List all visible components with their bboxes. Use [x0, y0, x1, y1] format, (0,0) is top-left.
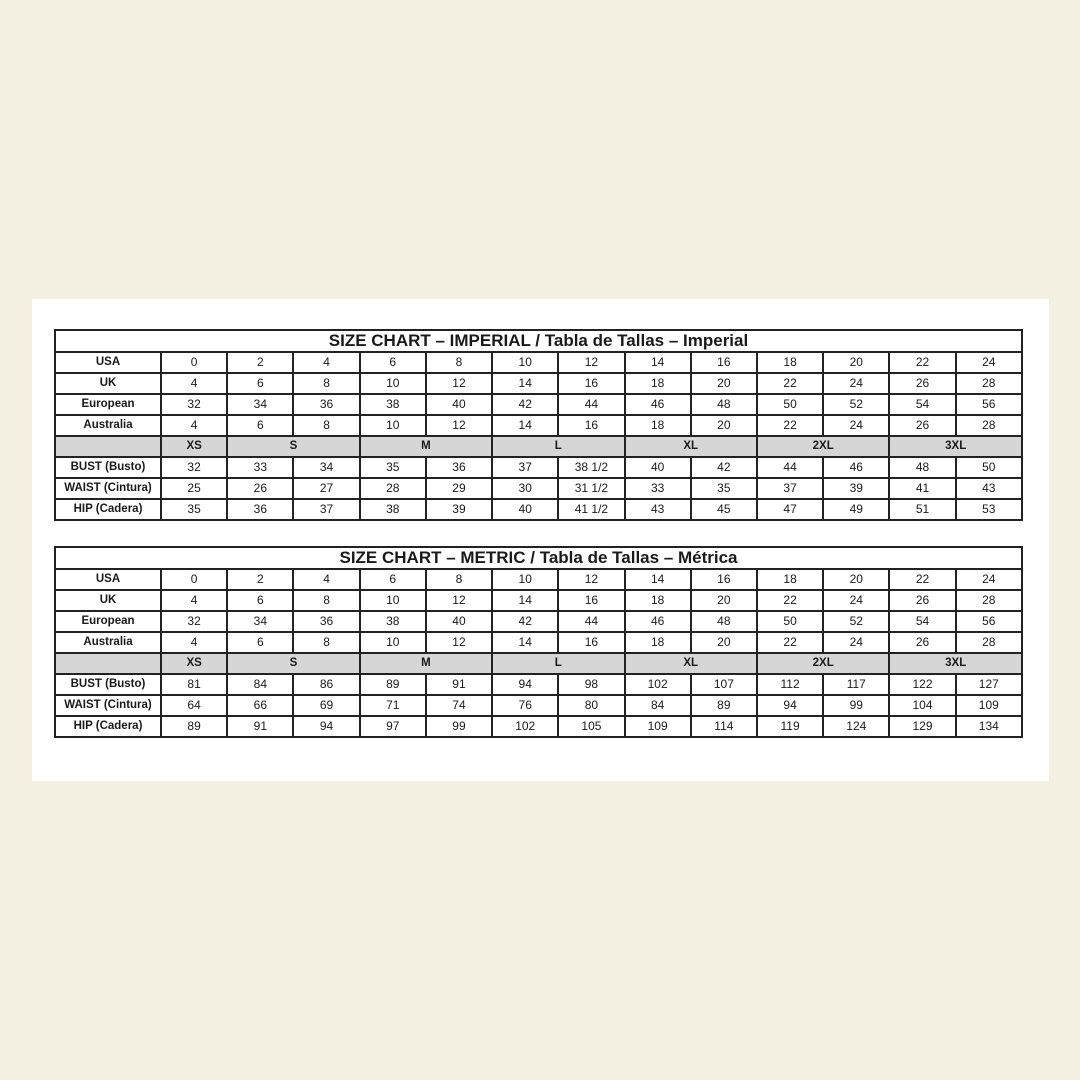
table-cell: 16: [558, 373, 624, 394]
row-label: European: [55, 394, 161, 415]
row-label: UK: [55, 590, 161, 611]
table-cell: 36: [227, 499, 293, 520]
table-cell: 50: [757, 611, 823, 632]
table-cell: 50: [757, 394, 823, 415]
size-system-row: [55, 611, 1022, 632]
table-cell: 20: [823, 352, 889, 373]
table-cell: 22: [757, 632, 823, 653]
table-cell: 14: [492, 415, 558, 436]
table-cell: 89: [161, 716, 227, 737]
table-cell: 28: [360, 478, 426, 499]
table-cell: 43: [956, 478, 1022, 499]
table-cell: 40: [625, 457, 691, 478]
table-cell: 20: [691, 632, 757, 653]
table-cell: 51: [889, 499, 955, 520]
table-cell: 56: [956, 394, 1022, 415]
table-cell: 94: [492, 674, 558, 695]
table-cell: 37: [293, 499, 359, 520]
table-cell: 74: [426, 695, 492, 716]
imperial-size-chart: [54, 329, 1023, 521]
measurement-row: [55, 674, 1022, 695]
table-cell: 10: [360, 632, 426, 653]
table-cell: 35: [691, 478, 757, 499]
letter-size-cell: L: [492, 436, 624, 457]
table-cell: 105: [558, 716, 624, 737]
chart-title-row: [55, 547, 1022, 569]
table-cell: 37: [492, 457, 558, 478]
row-label: BUST (Busto): [55, 457, 161, 478]
table-cell: 34: [227, 394, 293, 415]
table-cell: 45: [691, 499, 757, 520]
row-label: Australia: [55, 415, 161, 436]
table-cell: 22: [757, 415, 823, 436]
table-cell: 32: [161, 611, 227, 632]
letter-size-cell: 3XL: [889, 653, 1022, 674]
table-cell: 8: [293, 373, 359, 394]
table-cell: 4: [161, 632, 227, 653]
table-cell: 33: [227, 457, 293, 478]
table-cell: 8: [293, 632, 359, 653]
table-cell: 40: [492, 499, 558, 520]
size-system-row: [55, 394, 1022, 415]
table-cell: 30: [492, 478, 558, 499]
row-label: BUST (Busto): [55, 674, 161, 695]
table-cell: 28: [956, 415, 1022, 436]
table-cell: 16: [691, 352, 757, 373]
table-cell: 109: [956, 695, 1022, 716]
table-cell: 98: [558, 674, 624, 695]
table-cell: 38: [360, 611, 426, 632]
table-cell: 22: [757, 373, 823, 394]
row-label: WAIST (Cintura): [55, 695, 161, 716]
table-cell: 0: [161, 352, 227, 373]
table-cell: 40: [426, 611, 492, 632]
table-cell: 20: [691, 373, 757, 394]
table-cell: 89: [691, 695, 757, 716]
table-cell: 32: [161, 394, 227, 415]
table-cell: 25: [161, 478, 227, 499]
table-cell: 4: [161, 415, 227, 436]
letter-size-cell: 2XL: [757, 653, 889, 674]
metric-size-chart: [54, 546, 1023, 738]
chart-title: SIZE CHART – METRIC / Tabla de Tallas – Métrica: [55, 547, 1022, 569]
table-cell: 134: [956, 716, 1022, 737]
table-cell: 18: [625, 415, 691, 436]
table-cell: 14: [492, 373, 558, 394]
size-system-row: [55, 590, 1022, 611]
letter-size-row: [55, 653, 1022, 674]
table-cell: 14: [625, 352, 691, 373]
table-cell: 117: [823, 674, 889, 695]
measurement-row: [55, 716, 1022, 737]
table-cell: 6: [227, 632, 293, 653]
table-cell: 27: [293, 478, 359, 499]
table-cell: 12: [558, 569, 624, 590]
table-cell: 34: [293, 457, 359, 478]
table-cell: 22: [757, 590, 823, 611]
letter-size-label-blank: [55, 653, 161, 674]
table-cell: 14: [625, 569, 691, 590]
table-cell: 112: [757, 674, 823, 695]
letter-size-cell: XL: [625, 436, 757, 457]
table-cell: 29: [426, 478, 492, 499]
table-cell: 28: [956, 632, 1022, 653]
table-cell: 64: [161, 695, 227, 716]
row-label: HIP (Cadera): [55, 499, 161, 520]
table-cell: 46: [823, 457, 889, 478]
table-cell: 6: [227, 590, 293, 611]
table-cell: 91: [227, 716, 293, 737]
table-cell: 4: [161, 373, 227, 394]
table-cell: 81: [161, 674, 227, 695]
table-cell: 8: [426, 352, 492, 373]
size-system-row: [55, 415, 1022, 436]
table-cell: 0: [161, 569, 227, 590]
table-cell: 80: [558, 695, 624, 716]
table-cell: 56: [956, 611, 1022, 632]
table-cell: 4: [161, 590, 227, 611]
table-cell: 12: [426, 590, 492, 611]
table-cell: 24: [823, 590, 889, 611]
table-cell: 46: [625, 611, 691, 632]
letter-size-cell: XS: [161, 436, 227, 457]
table-cell: 94: [757, 695, 823, 716]
table-cell: 16: [691, 569, 757, 590]
table-cell: 49: [823, 499, 889, 520]
table-cell: 31 1/2: [558, 478, 624, 499]
table-cell: 4: [293, 352, 359, 373]
table-cell: 8: [293, 415, 359, 436]
table-cell: 28: [956, 373, 1022, 394]
table-cell: 39: [823, 478, 889, 499]
table-cell: 16: [558, 632, 624, 653]
table-cell: 18: [625, 590, 691, 611]
table-cell: 18: [625, 632, 691, 653]
table-cell: 109: [625, 716, 691, 737]
table-cell: 44: [558, 611, 624, 632]
letter-size-cell: M: [360, 436, 492, 457]
table-cell: 36: [293, 394, 359, 415]
table-cell: 12: [558, 352, 624, 373]
table-cell: 36: [293, 611, 359, 632]
table-cell: 2: [227, 352, 293, 373]
letter-size-cell: M: [360, 653, 492, 674]
table-cell: 24: [956, 352, 1022, 373]
table-cell: 42: [492, 611, 558, 632]
table-cell: 43: [625, 499, 691, 520]
table-cell: 52: [823, 394, 889, 415]
letter-size-cell: XL: [625, 653, 757, 674]
table-cell: 26: [889, 373, 955, 394]
table-cell: 104: [889, 695, 955, 716]
table-cell: 99: [426, 716, 492, 737]
size-system-row: [55, 569, 1022, 590]
table-cell: 10: [492, 352, 558, 373]
table-cell: 36: [426, 457, 492, 478]
table-cell: 10: [360, 415, 426, 436]
table-cell: 129: [889, 716, 955, 737]
letter-size-cell: S: [227, 436, 359, 457]
row-label: USA: [55, 569, 161, 590]
table-cell: 12: [426, 415, 492, 436]
table-cell: 76: [492, 695, 558, 716]
measurement-row: [55, 478, 1022, 499]
table-cell: 39: [426, 499, 492, 520]
table-cell: 26: [889, 632, 955, 653]
table-cell: 2: [227, 569, 293, 590]
row-label: Australia: [55, 632, 161, 653]
table-cell: 66: [227, 695, 293, 716]
table-cell: 14: [492, 590, 558, 611]
table-cell: 38 1/2: [558, 457, 624, 478]
table-cell: 119: [757, 716, 823, 737]
table-cell: 52: [823, 611, 889, 632]
table-cell: 41 1/2: [558, 499, 624, 520]
table-cell: 6: [360, 569, 426, 590]
table-cell: 18: [757, 569, 823, 590]
table-cell: 47: [757, 499, 823, 520]
table-cell: 28: [956, 590, 1022, 611]
table-cell: 91: [426, 674, 492, 695]
table-cell: 24: [956, 569, 1022, 590]
table-cell: 20: [691, 415, 757, 436]
table-cell: 102: [492, 716, 558, 737]
row-label: WAIST (Cintura): [55, 478, 161, 499]
table-cell: 71: [360, 695, 426, 716]
table-cell: 54: [889, 394, 955, 415]
letter-size-cell: XS: [161, 653, 227, 674]
table-cell: 86: [293, 674, 359, 695]
letter-size-cell: 3XL: [889, 436, 1022, 457]
table-cell: 16: [558, 415, 624, 436]
table-cell: 94: [293, 716, 359, 737]
table-cell: 127: [956, 674, 1022, 695]
size-system-row: [55, 373, 1022, 394]
table-cell: 97: [360, 716, 426, 737]
table-cell: 99: [823, 695, 889, 716]
table-cell: 20: [823, 569, 889, 590]
table-cell: 8: [426, 569, 492, 590]
table-cell: 12: [426, 373, 492, 394]
table-cell: 107: [691, 674, 757, 695]
table-cell: 114: [691, 716, 757, 737]
table-cell: 18: [757, 352, 823, 373]
table-cell: 42: [691, 457, 757, 478]
table-cell: 10: [360, 373, 426, 394]
table-cell: 22: [889, 352, 955, 373]
measurement-row: [55, 457, 1022, 478]
table-cell: 20: [691, 590, 757, 611]
table-cell: 48: [691, 394, 757, 415]
table-cell: 33: [625, 478, 691, 499]
table-cell: 50: [956, 457, 1022, 478]
table-cell: 44: [558, 394, 624, 415]
table-cell: 122: [889, 674, 955, 695]
table-cell: 26: [889, 590, 955, 611]
size-system-row: [55, 632, 1022, 653]
table-cell: 26: [889, 415, 955, 436]
table-cell: 10: [492, 569, 558, 590]
table-cell: 14: [492, 632, 558, 653]
letter-size-cell: L: [492, 653, 624, 674]
letter-size-label-blank: [55, 436, 161, 457]
table-cell: 35: [360, 457, 426, 478]
table-cell: 24: [823, 632, 889, 653]
measurement-row: [55, 695, 1022, 716]
table-cell: 6: [360, 352, 426, 373]
table-cell: 18: [625, 373, 691, 394]
table-cell: 48: [889, 457, 955, 478]
table-cell: 69: [293, 695, 359, 716]
table-cell: 102: [625, 674, 691, 695]
table-cell: 22: [889, 569, 955, 590]
letter-size-row: [55, 436, 1022, 457]
size-system-row: [55, 352, 1022, 373]
letter-size-cell: 2XL: [757, 436, 889, 457]
letter-size-cell: S: [227, 653, 359, 674]
table-cell: 46: [625, 394, 691, 415]
table-cell: 32: [161, 457, 227, 478]
table-cell: 84: [227, 674, 293, 695]
measurement-row: [55, 499, 1022, 520]
table-cell: 6: [227, 373, 293, 394]
table-cell: 34: [227, 611, 293, 632]
table-cell: 40: [426, 394, 492, 415]
table-cell: 84: [625, 695, 691, 716]
table-cell: 12: [426, 632, 492, 653]
table-cell: 24: [823, 373, 889, 394]
table-cell: 35: [161, 499, 227, 520]
chart-title: SIZE CHART – IMPERIAL / Tabla de Tallas – Imperial: [55, 330, 1022, 352]
table-cell: 16: [558, 590, 624, 611]
chart-title-row: [55, 330, 1022, 352]
table-cell: 38: [360, 499, 426, 520]
size-chart-card: [32, 299, 1049, 781]
table-cell: 37: [757, 478, 823, 499]
table-cell: 124: [823, 716, 889, 737]
table-cell: 10: [360, 590, 426, 611]
row-label: European: [55, 611, 161, 632]
table-cell: 6: [227, 415, 293, 436]
row-label: USA: [55, 352, 161, 373]
table-cell: 26: [227, 478, 293, 499]
table-cell: 24: [823, 415, 889, 436]
table-cell: 8: [293, 590, 359, 611]
table-cell: 89: [360, 674, 426, 695]
table-cell: 48: [691, 611, 757, 632]
table-cell: 41: [889, 478, 955, 499]
table-cell: 38: [360, 394, 426, 415]
row-label: UK: [55, 373, 161, 394]
table-cell: 42: [492, 394, 558, 415]
table-cell: 54: [889, 611, 955, 632]
table-cell: 4: [293, 569, 359, 590]
table-cell: 53: [956, 499, 1022, 520]
table-cell: 44: [757, 457, 823, 478]
row-label: HIP (Cadera): [55, 716, 161, 737]
